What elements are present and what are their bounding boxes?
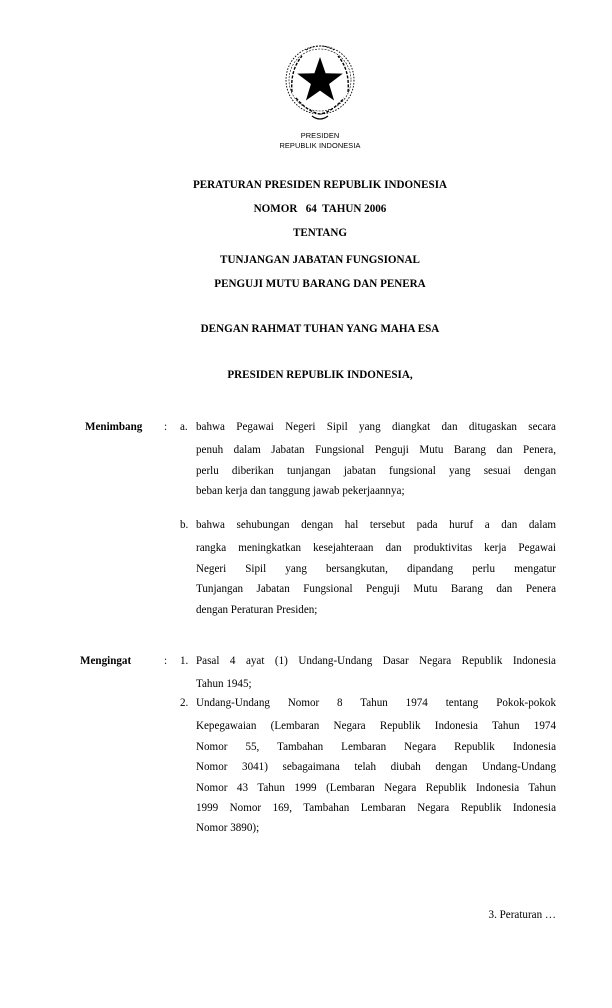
title-nomor: NOMOR 64 TAHUN 2006 (253, 203, 387, 215)
item-line: perlu diberikan tunjangan jabatan fungsional yang sesuai dengan (196, 464, 556, 477)
item-line: Undang-Undang Nomor 8 Tahun 1974 tentang Pokok-pokok (196, 697, 556, 709)
menimbang-item-b (180, 518, 556, 620)
page-continuation: 3. Peraturan … (488, 909, 556, 921)
title-subject-line-2: PENGUJI MUTU BARANG DAN PENERA (214, 278, 426, 290)
item-line: Nomor 3041) sebagaimana telah diubah dengan Undang-Undang (196, 761, 556, 774)
header-republik-indonesia: REPUBLIK INDONESIA (279, 141, 361, 150)
item-marker: a. (180, 421, 188, 433)
item-line: Kepegawaian (Lembaran Negara Republik Indonesia Tahun 1974 (196, 720, 556, 733)
item-line: beban kerja dan tanggung jawab pekerjaannya; (196, 485, 405, 498)
item-marker: 2. (180, 697, 189, 709)
menimbang-label: Menimbang (85, 421, 143, 433)
garuda-star-emblem-icon (282, 40, 358, 124)
mengingat-colon: : (164, 655, 168, 667)
item-line: Nomor 43 Tahun 1999 (Lembaran Negara Republik Indonesia Tahun (196, 781, 556, 794)
item-line: rangka meningkatkan kesejahteraan dan produktivitas kerja Pegawai (196, 542, 556, 555)
title-line-1: PERATURAN PRESIDEN REPUBLIK INDONESIA (192, 179, 448, 191)
item-marker: b. (180, 519, 189, 531)
item-line: Tahun 1945; (196, 678, 252, 691)
item-marker: 1. (180, 655, 189, 667)
president-heading: PRESIDEN REPUBLIK INDONESIA, (227, 369, 413, 381)
preamble: DENGAN RAHMAT TUHAN YANG MAHA ESA (200, 323, 440, 335)
item-line: dengan Peraturan Presiden; (196, 603, 318, 616)
header-presiden: PRESIDEN (300, 131, 340, 140)
menimbang-item-a (180, 420, 556, 502)
item-line: penuh dalam Jabatan Fungsional Penguji Mutu Barang dan Penera, (196, 444, 556, 457)
item-line: Nomor 55, Tambahan Lembaran Negara Republik Indonesia (196, 740, 556, 753)
mengingat-label: Mengingat (80, 655, 132, 667)
item-line: Tunjangan Jabatan Fungsional Penguji Mutu Barang dan Penera (196, 583, 556, 596)
item-line: Nomor 3890); (196, 822, 260, 835)
mengingat-item-2 (180, 696, 556, 839)
title-tentang: TENTANG (292, 227, 348, 239)
title-subject-line-1: TUNJANGAN JABATAN FUNGSIONAL (220, 254, 420, 266)
item-line: bahwa sehubungan dengan hal tersebut pada huruf a dan dalam (196, 519, 556, 531)
item-line: 1999 Nomor 169, Tambahan Lembaran Negara Republik Indonesia (196, 801, 556, 814)
item-line: Negeri Sipil yang bersangkutan, dipandang perlu mengatur (196, 562, 556, 575)
item-line: Pasal 4 ayat (1) Undang-Undang Dasar Negara Republik Indonesia (196, 655, 556, 667)
item-line: bahwa Pegawai Negeri Sipil yang diangkat dan ditugaskan secara (196, 421, 556, 433)
menimbang-colon: : (164, 421, 168, 433)
mengingat-item-1 (180, 654, 556, 695)
